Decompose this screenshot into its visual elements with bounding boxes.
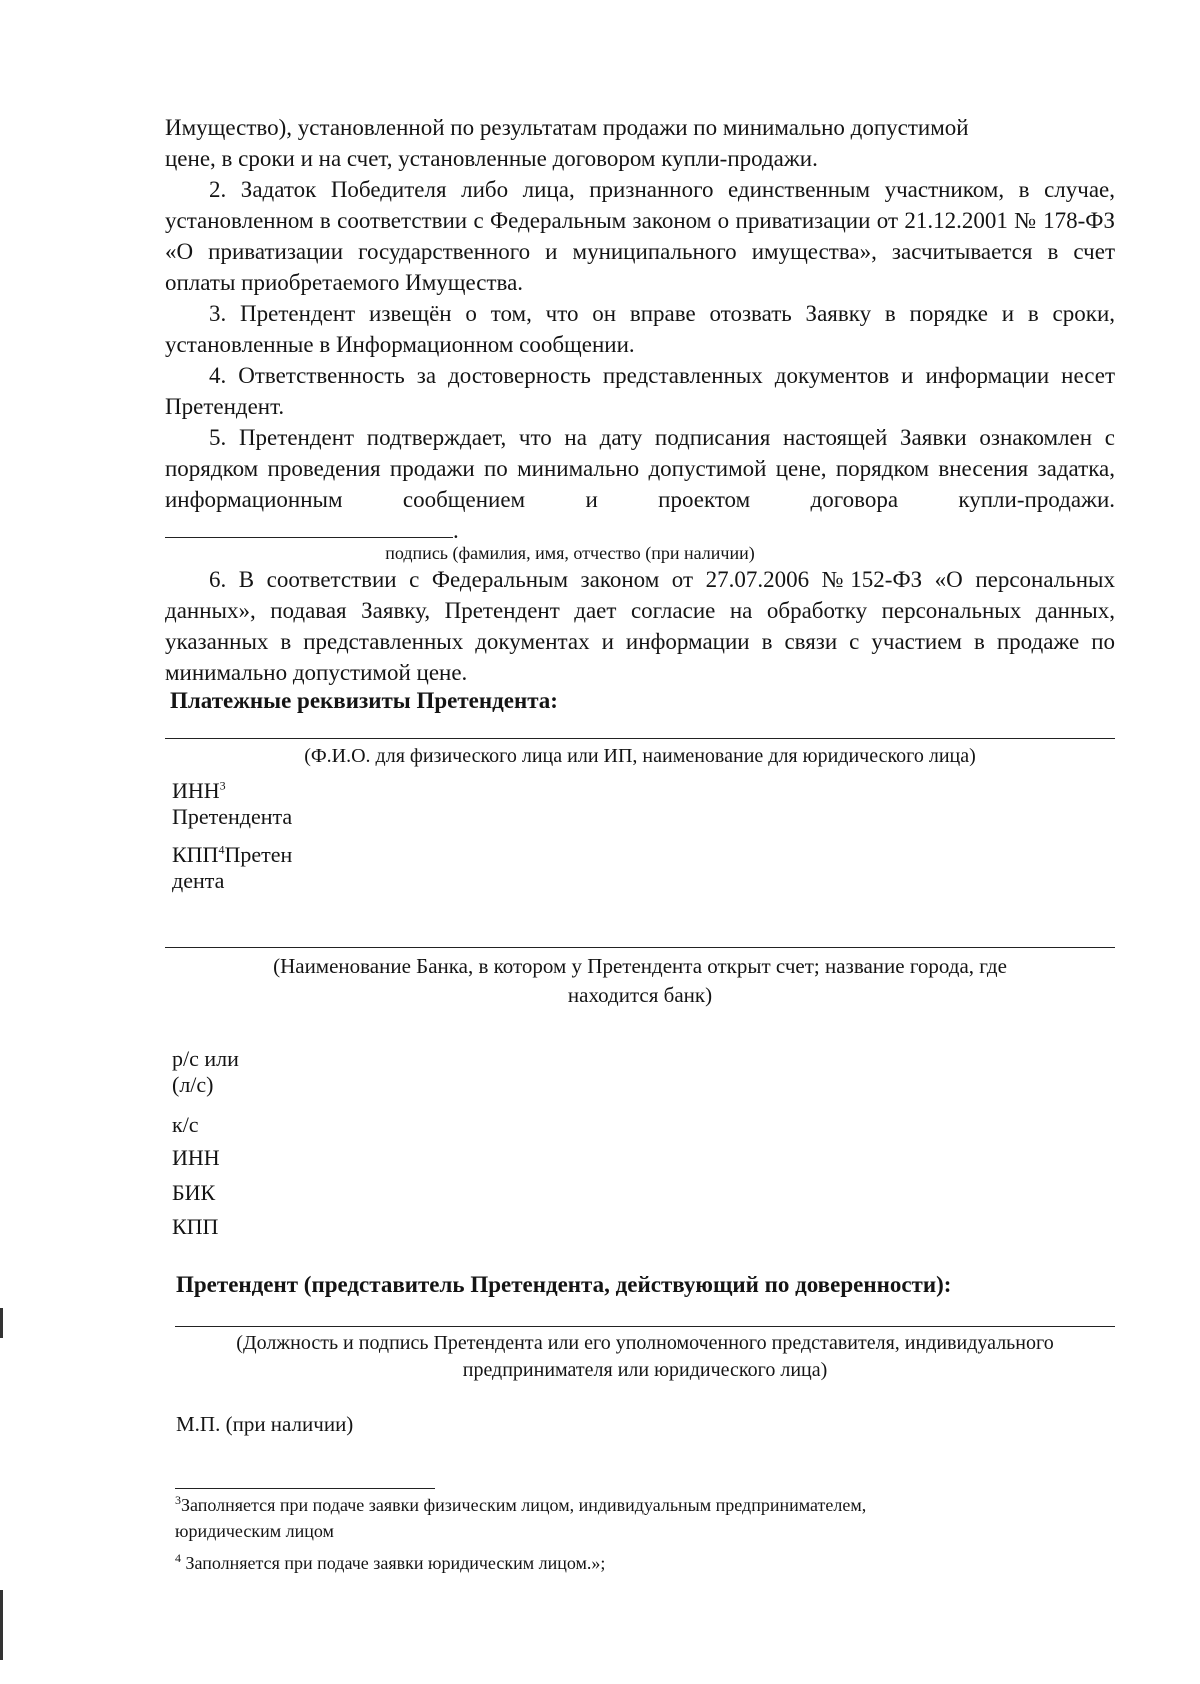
paragraph-2: 2. Задаток Победителя либо лица, признанного единственным участником, в случае, установленном в соответствии с Федеральным законом о приватизации от 21.12.2001 № 178-ФЗ «О приватизации государственного и муниципального имущества», засчитывается в счет оплаты приобретаемого Имущества.: [165, 177, 1115, 295]
footnote-3-number: 3: [175, 1493, 181, 1507]
rs-label-line-2: (л/с): [172, 1072, 214, 1097]
paragraph-6: 6. В соответствии с Федеральным законом от 27.07.2006 №152-ФЗ «О персональных данных», подавая Заявку, Претендент дает согласие на обработку персональных данных, указанных в представленных документах и информации в связи с участием в продаже по минимально допустимой цене.: [165, 567, 1115, 685]
footnote-3: [175, 1492, 1115, 1544]
inn-applicant-label: [172, 778, 292, 830]
paragraph-5: 5. Претендент подтверждает, что на дату подписания настоящей Заявки ознакомлен с порядком проведения продажи по минимально допустимой цене, порядком внесения задатка, информационным сообщением и проектом договора купли-продажи. .: [165, 425, 1115, 543]
ks-label: к/с: [172, 1112, 199, 1137]
fio-caption: (Ф.И.О. для физического лица или ИП, наименование для юридического лица): [304, 745, 976, 767]
footnote-4-text: Заполняется при подаче заявки юридическим лицом.»;: [185, 1553, 606, 1573]
kpp-label-text-2: Претен: [224, 842, 293, 867]
paragraph-5-text: 5. Претендент подтверждает, что на дату подписания настоящей Заявки ознакомлен с порядком проведения продажи по минимально допустимой цене, порядком внесения задатка, информационным сообщением и проектом договора купли-продажи.: [165, 425, 1115, 512]
scan-edge-mark: [0, 1590, 3, 1660]
payment-heading: Платежные реквизиты Претендента:: [170, 688, 558, 713]
scan-edge-mark: [0, 1308, 3, 1338]
bank-caption-line-1: (Наименование Банка, в котором у Претендента открыт счет; название города, где: [273, 954, 1007, 978]
paragraph-4: 4. Ответственность за достоверность представленных документов и информации несет Претендент.: [165, 363, 1115, 419]
paragraph-3: 3. Претендент извещён о том, что он вправе отозвать Заявку в порядке и в сроки, установленные в Информационном сообщении.: [165, 301, 1115, 357]
inn-label-text: ИНН: [172, 778, 220, 803]
kpp-footnote-ref: 4: [218, 842, 225, 857]
fio-field-line[interactable]: [165, 738, 1115, 739]
intro-line-2: цене, в сроки и на счет, установленные договором купли-продажи.: [165, 146, 818, 171]
applicant-heading: Претендент (представитель Претендента, действующий по доверенности):: [176, 1272, 952, 1297]
position-signature-line[interactable]: [175, 1326, 1115, 1327]
footnote-4-number: 4: [175, 1551, 181, 1565]
footnote-separator: [175, 1488, 435, 1489]
kpp-applicant-label: [172, 842, 292, 894]
position-caption: [175, 1330, 1115, 1384]
kpp-label-text: КПП: [172, 842, 219, 867]
position-caption-line-1: (Должность и подпись Претендента или его уполномоченного представителя, индивидуального: [236, 1332, 1054, 1354]
bik-label: БИК: [172, 1180, 216, 1205]
footnote-3-line-1: Заполняется при подаче заявки физическим лицом, индивидуальным предпринимателем,: [181, 1495, 867, 1515]
position-caption-line-2: предпринимателя или юридического лица): [462, 1359, 828, 1381]
bank-caption-line-2: находится банк): [567, 983, 713, 1007]
signature-line[interactable]: [165, 517, 453, 538]
rs-label-line-1: р/с или: [172, 1046, 239, 1071]
kpp-label-text-3: дента: [172, 868, 225, 893]
inn-label-text-2: Претендента: [172, 804, 293, 829]
kpp-bank-label: КПП: [172, 1214, 219, 1239]
signature-caption: подпись (фамилия, имя, отчество (при наличии): [385, 543, 755, 563]
stamp-label: М.П. (при наличии): [176, 1412, 354, 1436]
footnote-3-line-2: юридическим лицом: [175, 1521, 334, 1541]
inn-footnote-ref: 3: [219, 778, 226, 793]
rs-label: [172, 1046, 239, 1098]
bank-field-line[interactable]: [165, 947, 1115, 948]
intro-line-1: Имущество), установленной по результатам продажи по минимально допустимой: [165, 115, 969, 140]
inn-bank-label: ИНН: [172, 1145, 220, 1170]
bank-caption: [165, 952, 1115, 1010]
paragraph-intro: [165, 112, 1115, 174]
footnote-4: [175, 1550, 1115, 1576]
